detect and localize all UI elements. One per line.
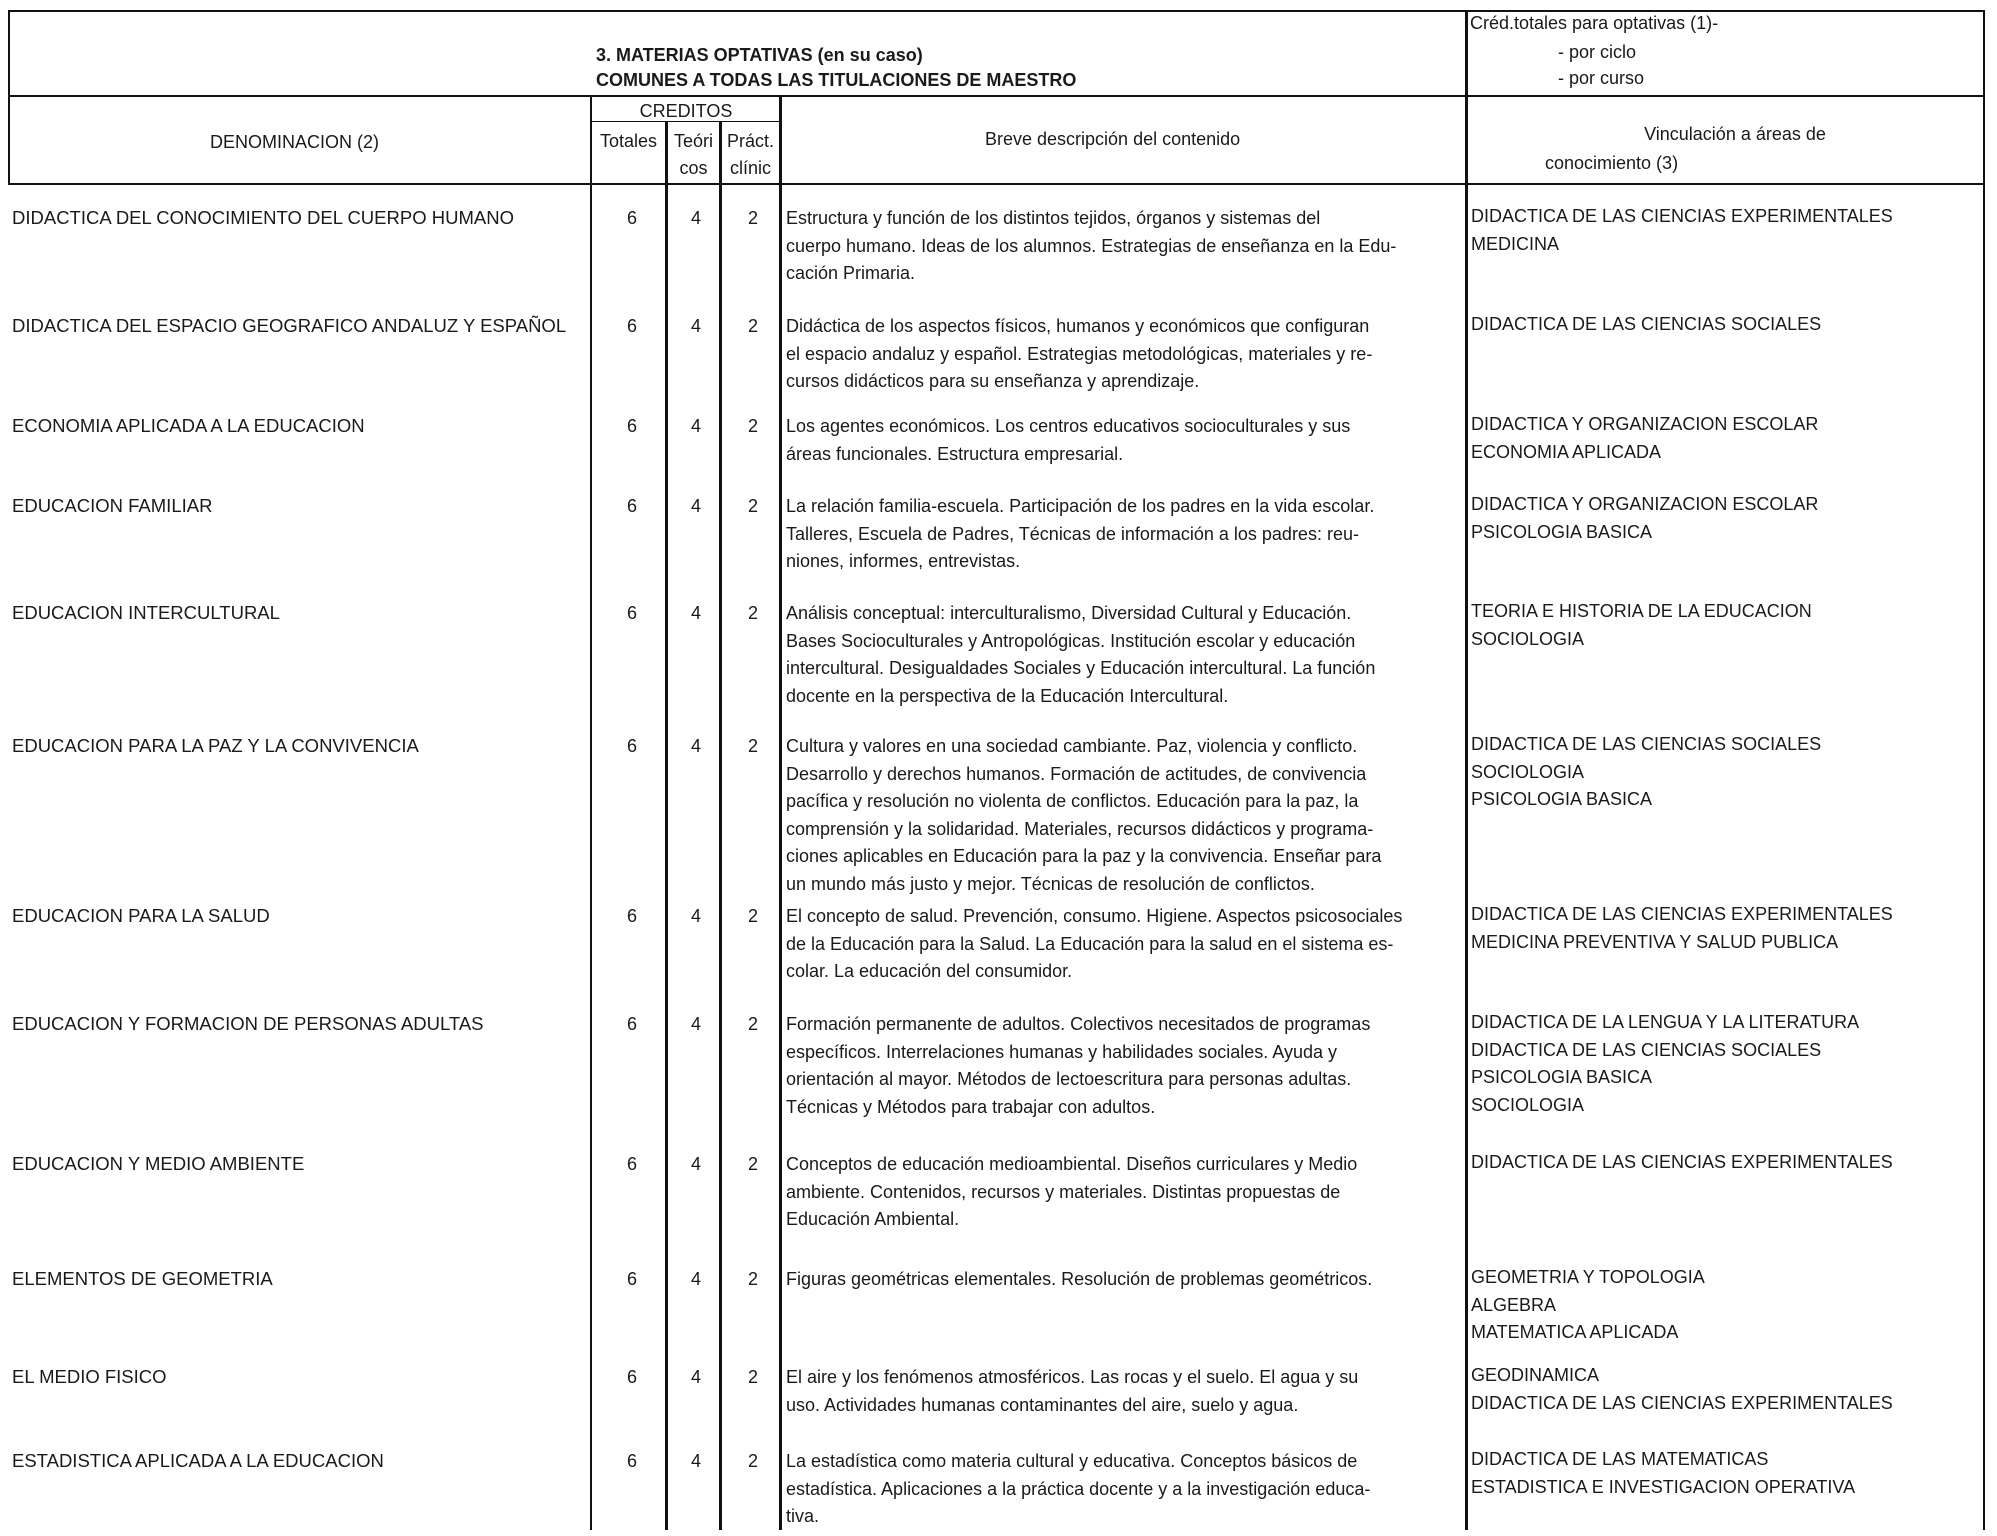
- description-line: Análisis conceptual: interculturalismo, Diversidad Cultural y Educación.: [786, 603, 1352, 623]
- creditos-note-line1: Créd.totales para optativas (1)-: [1470, 13, 1719, 33]
- knowledge-area: GEODINAMICA: [1471, 1365, 1600, 1385]
- right-border: [1983, 10, 1985, 1530]
- knowledge-area: MEDICINA: [1471, 233, 1560, 254]
- knowledge-area: TEORIA E HISTORIA DE LA EDUCACION: [1471, 601, 1812, 621]
- description-line: Didáctica de los aspectos físicos, humanos y económicos que configuran: [786, 316, 1370, 336]
- description-line: colar. La educación del consumidor.: [786, 961, 1073, 981]
- subject-name: ECONOMIA APLICADA A LA EDUCACION: [12, 415, 365, 436]
- credits-totales: 6: [626, 1014, 637, 1034]
- credits-teoricos: 4: [690, 1269, 701, 1289]
- credits-teoricos: 4: [690, 1154, 701, 1174]
- col-header-vinculacion-2: conocimiento (3): [1545, 153, 1679, 173]
- credits-teoricos: 4: [690, 316, 701, 336]
- description-line: Educación Ambiental.: [786, 1209, 960, 1229]
- description-line: el espacio andaluz y español. Estrategias metodológicas, materiales y re-: [786, 343, 1373, 364]
- description-line: uso. Actividades humanas contaminantes del aire, suelo y agua.: [786, 1394, 1299, 1415]
- description-line: El aire y los fenómenos atmosféricos. Las rocas y el suelo. El agua y su: [786, 1367, 1359, 1387]
- credits-teoricos: 4: [690, 603, 701, 623]
- knowledge-area: DIDACTICA DE LAS CIENCIAS EXPERIMENTALES: [1471, 1392, 1893, 1413]
- description-line: intercultural. Desigualdades Sociales y Educación intercultural. La función: [786, 658, 1376, 678]
- subject-name: ELEMENTOS DE GEOMETRIA: [12, 1268, 273, 1289]
- credits-teoricos: 4: [690, 1014, 701, 1034]
- knowledge-area: SOCIOLOGIA: [1471, 761, 1585, 782]
- col-header-teoricos-2: cos: [679, 158, 708, 178]
- teoricos-column-left-border: [665, 121, 668, 1530]
- knowledge-area: DIDACTICA DE LA LENGUA Y LA LITERATURA: [1471, 1012, 1860, 1032]
- credits-practicos: 2: [747, 1367, 758, 1387]
- knowledge-area: DIDACTICA Y ORGANIZACION ESCOLAR: [1471, 414, 1819, 434]
- credits-teoricos: 4: [690, 906, 701, 926]
- description-line: comprensión y la solidaridad. Materiales, recursos didácticos y programa-: [786, 818, 1374, 839]
- vinculacion-column-border: [1465, 10, 1468, 1530]
- credits-practicos: 2: [747, 906, 758, 926]
- credits-teoricos: 4: [690, 416, 701, 436]
- description-line: Conceptos de educación medioambiental. Diseños curriculares y Medio: [786, 1154, 1358, 1174]
- description-line: Técnicas y Métodos para trabajar con adultos.: [786, 1096, 1156, 1117]
- col-header-creditos: CREDITOS: [639, 101, 733, 121]
- description-line: El concepto de salud. Prevención, consumo. Higiene. Aspectos psicosociales: [786, 906, 1403, 926]
- knowledge-area: DIDACTICA DE LAS MATEMATICAS: [1471, 1449, 1769, 1469]
- knowledge-area: ESTADISTICA E INVESTIGACION OPERATIVA: [1471, 1476, 1856, 1497]
- description-line: Formación permanente de adultos. Colectivos necesitados de programas: [786, 1014, 1371, 1034]
- credits-totales: 6: [626, 906, 637, 926]
- col-header-totales: Totales: [599, 131, 658, 151]
- col-header-descripcion: Breve descripción del contenido: [985, 129, 1241, 149]
- description-line: orientación al mayor. Métodos de lectoescritura para personas adultas.: [786, 1069, 1352, 1089]
- description-line: cursos didácticos para su enseñanza y aprendizaje.: [786, 371, 1200, 391]
- subject-name: EDUCACION PARA LA PAZ Y LA CONVIVENCIA: [12, 735, 419, 756]
- subject-name: EL MEDIO FISICO: [12, 1366, 167, 1387]
- credits-totales: 6: [626, 416, 637, 436]
- descripcion-column-left-border: [779, 95, 782, 1530]
- description-line: estadística. Aplicaciones a la práctica docente y a la investigación educa-: [786, 1478, 1371, 1499]
- credits-totales: 6: [626, 1367, 637, 1387]
- header-divider: [8, 95, 1985, 97]
- description-line: La estadística como materia cultural y educativa. Conceptos básicos de: [786, 1451, 1358, 1471]
- description-line: Figuras geométricas elementales. Resolución de problemas geométricos.: [786, 1269, 1373, 1289]
- knowledge-area: SOCIOLOGIA: [1471, 628, 1585, 649]
- creditos-note-line2: - por ciclo: [1558, 42, 1637, 62]
- subject-name: EDUCACION INTERCULTURAL: [12, 602, 280, 623]
- knowledge-area: DIDACTICA DE LAS CIENCIAS EXPERIMENTALES: [1471, 1152, 1893, 1172]
- knowledge-area: DIDACTICA DE LAS CIENCIAS EXPERIMENTALES: [1471, 206, 1893, 226]
- description-line: tiva.: [786, 1506, 820, 1526]
- description-line: ciones aplicables en Educación para la paz y la convivencia. Enseñar para: [786, 846, 1382, 866]
- credits-totales: 6: [626, 736, 637, 756]
- credits-teoricos: 4: [690, 208, 701, 228]
- subject-name: EDUCACION Y MEDIO AMBIENTE: [12, 1153, 305, 1174]
- credits-practicos: 2: [747, 316, 758, 336]
- description-line: Estructura y función de los distintos tejidos, órganos y sistemas del: [786, 208, 1321, 228]
- credits-practicos: 2: [747, 736, 758, 756]
- description-line: Bases Socioculturales y Antropológicas. Institución escolar y educación: [786, 630, 1356, 651]
- col-header-vinculacion-1: Vinculación a áreas de: [1644, 124, 1826, 144]
- knowledge-area: MEDICINA PREVENTIVA Y SALUD PUBLICA: [1471, 931, 1839, 952]
- column-header-bottom-border: [8, 183, 1985, 185]
- knowledge-area: SOCIOLOGIA: [1471, 1094, 1585, 1115]
- subject-name: DIDACTICA DEL ESPACIO GEOGRAFICO ANDALUZ Y ESPAÑOL: [12, 315, 567, 336]
- subject-name: ESTADISTICA APLICADA A LA EDUCACION: [12, 1450, 384, 1471]
- knowledge-area: DIDACTICA DE LAS CIENCIAS SOCIALES: [1471, 734, 1822, 754]
- credits-teoricos: 4: [690, 496, 701, 516]
- subject-name: DIDACTICA DEL CONOCIMIENTO DEL CUERPO HUMANO: [12, 207, 514, 228]
- credits-practicos: 2: [747, 1451, 758, 1471]
- knowledge-area: DIDACTICA DE LAS CIENCIAS EXPERIMENTALES: [1471, 904, 1893, 924]
- description-line: de la Educación para la Salud. La Educación para la salud en el sistema es-: [786, 933, 1394, 954]
- knowledge-area: DIDACTICA DE LAS CIENCIAS SOCIALES: [1471, 314, 1822, 334]
- subject-name: EDUCACION PARA LA SALUD: [12, 905, 270, 926]
- knowledge-area: DIDACTICA Y ORGANIZACION ESCOLAR: [1471, 494, 1819, 514]
- description-line: Desarrollo y derechos humanos. Formación de actitudes, de convivencia: [786, 763, 1367, 784]
- description-line: Los agentes económicos. Los centros educativos socioculturales y sus: [786, 416, 1351, 436]
- credits-practicos: 2: [747, 603, 758, 623]
- left-border: [8, 10, 10, 185]
- section-title: 3. MATERIAS OPTATIVAS (en su caso): [596, 45, 923, 65]
- credits-practicos: 2: [747, 1014, 758, 1034]
- credits-totales: 6: [626, 603, 637, 623]
- col-header-denominacion: DENOMINACION (2): [210, 132, 380, 152]
- credits-totales: 6: [626, 1451, 637, 1471]
- description-line: un mundo más justo y mejor. Técnicas de resolución de conflictos.: [786, 873, 1315, 894]
- credits-practicos: 2: [747, 1269, 758, 1289]
- description-line: Talleres, Escuela de Padres, Técnicas de información a los padres: reu-: [786, 523, 1359, 544]
- totales-column-left-border: [590, 95, 592, 1530]
- credits-totales: 6: [626, 316, 637, 336]
- credits-totales: 6: [626, 1269, 637, 1289]
- knowledge-area: PSICOLOGIA BASICA: [1471, 789, 1653, 809]
- credits-practicos: 2: [747, 1154, 758, 1174]
- knowledge-area: PSICOLOGIA BASICA: [1471, 521, 1653, 542]
- knowledge-area: PSICOLOGIA BASICA: [1471, 1067, 1653, 1087]
- credits-teoricos: 4: [690, 736, 701, 756]
- practicos-column-left-border: [719, 121, 722, 1530]
- subject-name: EDUCACION FAMILIAR: [12, 495, 213, 516]
- credits-totales: 6: [626, 1154, 637, 1174]
- credits-teoricos: 4: [690, 1367, 701, 1387]
- description-line: cuerpo humano. Ideas de los alumnos. Estrategias de enseñanza en la Edu-: [786, 235, 1397, 256]
- col-header-teoricos-1: Teóri: [673, 131, 713, 151]
- knowledge-area: GEOMETRIA Y TOPOLOGIA: [1471, 1267, 1705, 1287]
- knowledge-area: DIDACTICA DE LAS CIENCIAS SOCIALES: [1471, 1039, 1822, 1060]
- credits-teoricos: 4: [690, 1451, 701, 1471]
- credits-totales: 6: [626, 496, 637, 516]
- description-line: La relación familia-escuela. Participación de los padres en la vida escolar.: [786, 496, 1375, 516]
- knowledge-area: MATEMATICA APLICADA: [1471, 1322, 1679, 1342]
- description-line: Cultura y valores en una sociedad cambiante. Paz, violencia y conflicto.: [786, 736, 1358, 756]
- description-line: pacífica y resolución no violenta de conflictos. Educación para la paz, la: [786, 791, 1359, 811]
- description-line: ambiente. Contenidos, recursos y materiales. Distintas propuestas de: [786, 1181, 1341, 1202]
- description-line: docente en la perspectiva de la Educación Intercultural.: [786, 685, 1229, 706]
- col-header-practicos-1: Práct.: [726, 131, 774, 151]
- creditos-note-line3: - por curso: [1558, 68, 1645, 88]
- col-header-practicos-2: clínic: [729, 158, 771, 178]
- credits-practicos: 2: [747, 416, 758, 436]
- section-subtitle: COMUNES A TODAS LAS TITULACIONES DE MAESTRO: [596, 70, 1077, 90]
- credits-practicos: 2: [747, 208, 758, 228]
- subject-name: EDUCACION Y FORMACION DE PERSONAS ADULTAS: [12, 1013, 484, 1034]
- description-line: específicos. Interrelaciones humanas y habilidades sociales. Ayuda y: [786, 1041, 1337, 1062]
- knowledge-area: ECONOMIA APLICADA: [1471, 441, 1662, 462]
- description-line: cación Primaria.: [786, 263, 916, 283]
- description-line: áreas funcionales. Estructura empresarial.: [786, 443, 1124, 464]
- credits-practicos: 2: [747, 496, 758, 516]
- description-line: niones, informes, entrevistas.: [786, 551, 1021, 571]
- knowledge-area: ALGEBRA: [1471, 1294, 1557, 1315]
- credits-totales: 6: [626, 208, 637, 228]
